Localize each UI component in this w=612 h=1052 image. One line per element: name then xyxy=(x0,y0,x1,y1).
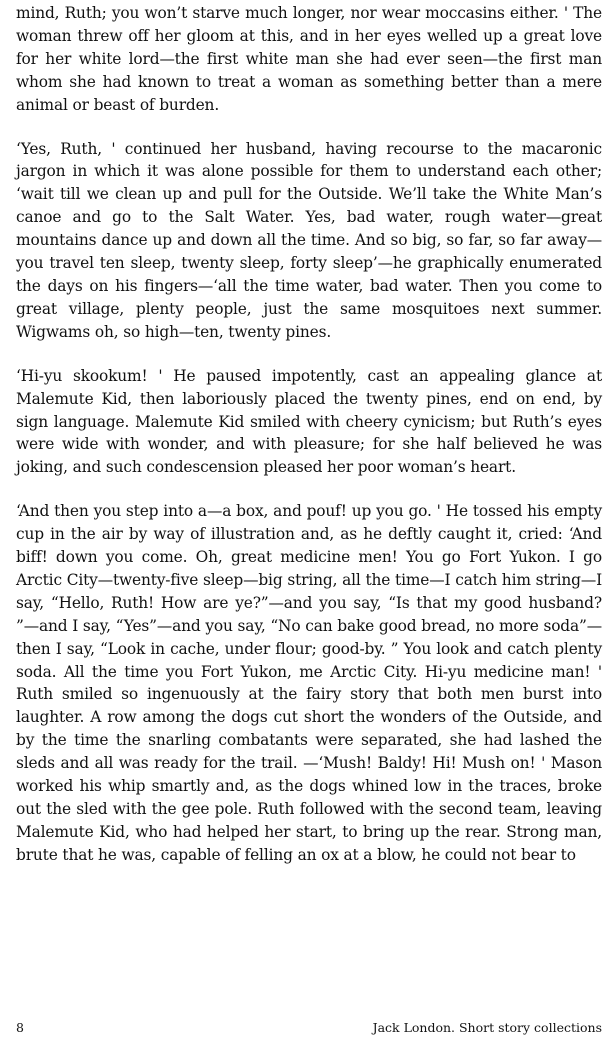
paragraph-4: ‘And then you step into a—a box, and pouf! up you go. ' He tossed his empty cup in the air by way of illustration and, as he deftly caught it, cried: ‘And biff! down you come. Oh, great medicine men! You go Fort Yukon. I go Arctic City—twenty-five sleep—big string, all the time—I catch him string—I say, “Hello, Ruth! How are ye?”—and you say, “Is that my good husband? ”—and I say, “Yes”—and you say, “No can bake good bread, no more soda”—then I say, “Look in cache, under flour; good-by. ” You look and catch plenty soda. All the time you Fort Yukon, me Arctic City. Hi-yu medicine man! ' Ruth smiled so ingenuously at the fairy story that both men burst into laughter. A row among the dogs cut short the wonders of the Outside, and by the time the snarling combatants were separated, she had lashed the sleds and all was ready for the trail. —‘Mush! Baldy! Hi! Mush on! ' Mason worked his whip smartly and, as the dogs whined low in the traces, broke out the sled with the gee pole. Ruth followed with the second team, leaving Malemute Kid, who had helped her start, to bring up the rear. Strong man, brute that he was, capable of felling an ox at a blow, he could not bear to xyxy=(16,502,602,864)
book-page xyxy=(16,0,602,1052)
paragraph-3: ‘Hi-yu skookum! ' He paused impotently, cast an appealing glance at Malemute Kid, then laboriously placed the twenty pines, end on end, by sign language. Malemute Kid smiled with cheery cynicism; but Ruth’s eyes were wide with wonder, and with pleasure; for she half believed he was joking, and such condescension pleased her poor woman’s heart. xyxy=(16,366,602,477)
paragraph-2: ‘Yes, Ruth, ' continued her husband, having recourse to the macaronic jargon in which it was alone possible for them to understand each other; ‘wait till we clean up and pull for the Outside. We’ll take the White Man’s canoe and go to the Salt Water. Yes, bad water, rough water—great mountains dance up and down all the time. And so big, so far, so far away—you travel ten sleep, twenty sleep, forty sleep’—he graphically enumerated the days on his fingers—‘all the time water, bad water. Then you come to great village, plenty people, just the same mosquitoes next summer. Wigwams oh, so high—ten, twenty pines. xyxy=(16,139,602,341)
running-title: Jack London. Short story collections xyxy=(372,1020,602,1035)
page-footer xyxy=(16,1018,602,1038)
body-text xyxy=(16,2,602,867)
paragraph-1: mind, Ruth; you won’t starve much longer, nor wear moccasins either. ' The woman threw off her gloom at this, and in her eyes welled up a great love for her white lord—the first white man she had ever seen—the first man whom she had known to treat a woman as something better than a mere animal or beast of burden. xyxy=(16,4,602,114)
page-number: 8 xyxy=(16,1020,24,1035)
